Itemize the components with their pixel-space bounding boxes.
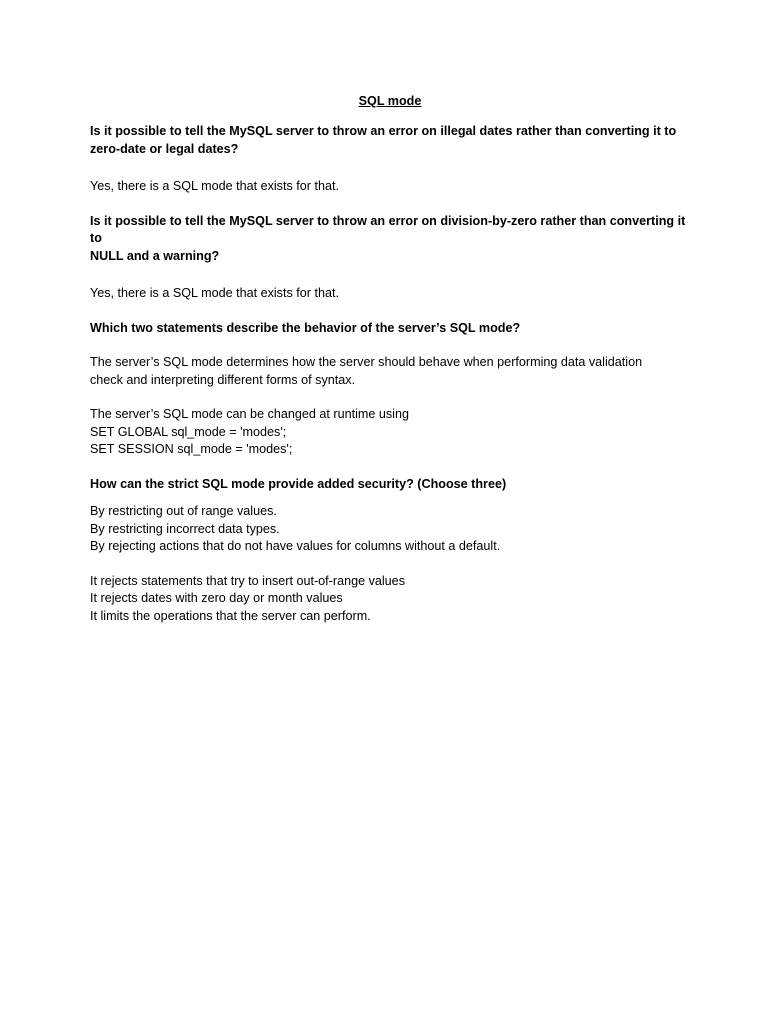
answer-4b: It rejects statements that try to insert out-of-range values It rejects dates with zero day or month values It limits the operations that the server can perform. [90,573,405,623]
answer-2: Yes, there is a SQL mode that exists for that. [90,286,339,300]
document-content [90,93,690,625]
question-3: Which two statements describe the behavior of the server’s SQL mode? [90,320,521,335]
answer-1: Yes, there is a SQL mode that exists for that. [90,179,339,193]
question-4: How can the strict SQL mode provide added security? (Choose three) [90,476,507,491]
document-title: SQL mode [358,94,422,108]
answer-3b: The server’s SQL mode can be changed at runtime using SET GLOBAL sql_mode = 'modes'; SET SESSION sql_mode = 'modes'; [90,407,409,456]
question-2: Is it possible to tell the MySQL server to throw an error on division-by-zero rather than converting it to NULL and a warning? [90,213,686,263]
answer-3a: The server’s SQL mode determines how the server should behave when performing data validation check and interpreting different forms of syntax. [90,355,643,387]
answer-4a: By restricting out of range values. By restricting incorrect data types. By rejecting actions that do not have values for columns without a default. [90,504,501,553]
question-1: Is it possible to tell the MySQL server to throw an error on illegal dates rather than converting it to zero-date or legal dates? [90,124,677,156]
